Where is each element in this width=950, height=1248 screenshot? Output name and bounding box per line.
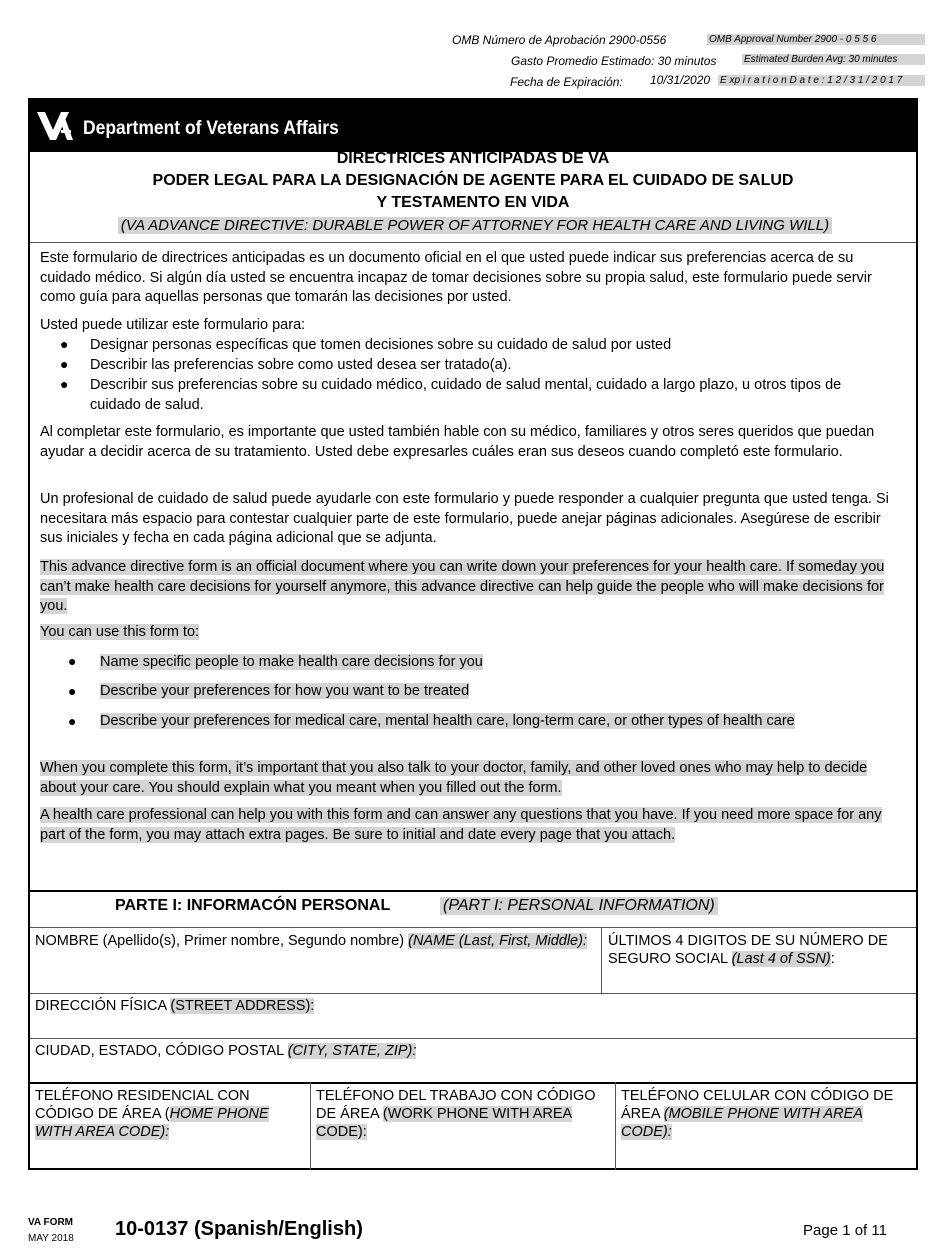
- form-number: 10-0137 (Spanish/English): [115, 1218, 363, 1240]
- ssn-field[interactable]: [608, 932, 908, 968]
- english-bullet-2: [100, 682, 890, 702]
- spanish-professional: Un profesional de cuidado de salud puede ayudarle con este formulario y puede responder a cualquier pregunta que usted tenga. Si necesitara más espacio para contestar cualquier parte de este formulario, puede anejar páginas adicionales. Asegúrese de escribir sus iniciales y fecha en cada página adicional que se adjunta.: [40, 491, 889, 546]
- part1-heading-en: (PART I: PERSONAL INFORMATION): [440, 897, 718, 915]
- part1-heading: PARTE I: INFORMACÓN PERSONAL: [115, 897, 391, 914]
- bullet-icon: ●: [60, 336, 69, 352]
- department-name: Department of Veterans Affairs: [83, 118, 339, 139]
- english-complete: [40, 759, 890, 798]
- english-use-intro: [40, 623, 890, 643]
- divider: [30, 993, 916, 994]
- city-label-en: (CITY, STATE, ZIP):: [287, 1043, 417, 1059]
- name-field[interactable]: [35, 932, 600, 950]
- bullet-icon: ●: [68, 713, 77, 729]
- city-label: CIUDAD, ESTADO, CÓDIGO POSTAL: [35, 1043, 284, 1059]
- va-form-label: VA FORM: [28, 1217, 73, 1228]
- va-header-bar: [30, 100, 916, 152]
- city-state-zip-field[interactable]: [35, 1042, 895, 1060]
- ssn-colon: :: [830, 951, 835, 967]
- divider: [30, 1082, 916, 1084]
- omb-expiration-date: 10/31/2020: [650, 73, 711, 87]
- english-complete-text: When you complete this form, it’s important that you also talk to your doctor, family, and other loved ones who may help to decide about your care. You should explain what you meant when you filled out the form.: [40, 760, 868, 796]
- spanish-bullet-3: Describir sus preferencias sobre su cuidado médico, cuidado de salud mental, cuidado a largo plazo, u otros tipos de cuidado de salud.: [90, 377, 842, 413]
- title-english-text: (VA ADVANCE DIRECTIVE: DURABLE POWER OF ATTORNEY FOR HEALTH CARE AND LIVING WILL): [118, 217, 832, 234]
- omb-approval-en: OMB Approval Number 2900 - 0 5 5 6: [707, 34, 925, 45]
- ssn-label-en: (Last 4 of SSN): [731, 951, 831, 967]
- mobile-phone-label: TELÉFONO CELULAR CON CÓDIGO DE ÁREA: [621, 1088, 894, 1122]
- va-logo-icon: [35, 108, 77, 144]
- bullet-icon: ●: [68, 653, 77, 669]
- divider: [30, 1038, 916, 1039]
- name-label: NOMBRE (Apellido(s), Primer nombre, Segundo nombre): [35, 933, 405, 949]
- divider: [601, 927, 602, 993]
- name-label-en: (NAME (Last, First, Middle):: [408, 933, 587, 949]
- divider: [615, 1082, 616, 1170]
- english-intro: [40, 558, 890, 617]
- street-label-en: (STREET ADDRESS):: [170, 998, 315, 1014]
- spanish-intro: Este formulario de directrices anticipadas es un documento oficial en el que usted puede indicar sus preferencias acerca de su cuidado médico. Si algún día usted se encuentra incapaz de tomar decisiones sobre su propia salud, este formulario puede servir como guía para aquellas personas que tomarán las decisiones por usted.: [40, 250, 872, 305]
- bullet-icon: ●: [60, 376, 69, 392]
- street-address-field[interactable]: [35, 997, 895, 1015]
- home-phone-field[interactable]: [35, 1087, 307, 1141]
- spanish-bullet-2: Describir las preferencias sobre como usted desea ser tratado(a).: [90, 357, 512, 373]
- mobile-phone-field[interactable]: [621, 1087, 911, 1141]
- footer-va-form: [28, 1215, 74, 1247]
- english-bullet-2-text: Describe your preferences for how you want to be treated: [100, 683, 470, 699]
- home-phone-label: TELÉFONO RESIDENCIAL CON CÓDIGO DE ÁREA (: [35, 1088, 250, 1122]
- omb-approval-es: OMB Número de Aprobación 2900-0556: [452, 33, 667, 47]
- omb-burden-es: Gasto Promedio Estimado: 30 minutos: [511, 54, 717, 68]
- omb-burden-en: Estimated Burden Avg: 30 minutes: [742, 54, 925, 65]
- english-bullet-1-text: Name specific people to make health care decisions for you: [100, 654, 483, 670]
- ssn-label: ÚLTIMOS 4 DIGITOS DE SU NÚMERO DE SEGURO SOCIAL: [608, 933, 888, 967]
- omb-expiration-en: E xp i r a t i o n D a t e : 1 2 / 3 1 / 2 0 1 7: [718, 75, 925, 86]
- english-use-intro-text: You can use this form to:: [40, 624, 200, 640]
- title-line-2: PODER LEGAL PARA LA DESIGNACIÓN DE AGENTE PARA EL CUIDADO DE SALUD: [152, 172, 794, 189]
- divider: [30, 927, 916, 928]
- spanish-use-intro: Usted puede utilizar este formulario para:: [40, 317, 306, 333]
- work-phone-label-en: (WORK PHONE WITH AREA CODE):: [316, 1106, 573, 1140]
- work-phone-label: TELÉFONO DEL TRABAJO CON CÓDIGO DE ÁREA: [316, 1088, 596, 1122]
- title-line-1: DIRECTRICES ANTICIPADAS DE VA: [336, 150, 610, 167]
- work-phone-field[interactable]: [316, 1087, 606, 1141]
- divider: [30, 890, 916, 892]
- english-professional-text: A health care professional can help you with this form and can answer any questions that you have. If you need more space for any part of the form, you may attach extra pages. Be sure to initial and date every page that you attach.: [40, 807, 882, 843]
- bullet-icon: ●: [68, 683, 77, 699]
- title-line-3: Y TESTAMENTO EN VIDA: [376, 194, 570, 211]
- english-bullet-3-text: Describe your preferences for medical care, mental health care, long-term care, or other types of health care: [100, 713, 795, 729]
- home-phone-label-en: HOME PHONE WITH AREA CODE):: [35, 1106, 269, 1140]
- bullet-icon: ●: [60, 356, 69, 372]
- form-date: MAY 2018: [28, 1233, 74, 1244]
- mobile-phone-label-en: (MOBILE PHONE WITH AREA CODE):: [621, 1106, 863, 1140]
- omb-expiration-label: Fecha de Expiración:: [510, 75, 623, 89]
- spanish-bullet-1: Designar personas específicas que tomen decisiones sobre su cuidado de salud por usted: [90, 337, 672, 353]
- form-box: [28, 98, 918, 1170]
- divider: [30, 242, 916, 243]
- title-english: [80, 217, 870, 234]
- english-intro-text: This advance directive form is an official document where you can write down your preferences for your health care. If someday you can’t make health care decisions for yourself anymore, this advance directive can help guide the people who will make decisions for you.: [40, 559, 885, 614]
- street-label: DIRECCIÓN FÍSICA: [35, 998, 167, 1014]
- page-number: Page 1 of 11: [803, 1222, 887, 1239]
- english-professional: [40, 806, 890, 845]
- divider: [310, 1082, 311, 1170]
- english-bullet-1: [100, 653, 890, 673]
- english-bullet-3: [100, 712, 890, 732]
- spanish-complete: Al completar este formulario, es importante que usted también hable con su médico, familiares y otros seres queridos que puedan ayudar a decidir acerca de su tratamiento. Usted debe expresarles cuáles eran sus deseos cuando completó este formulario.: [40, 424, 875, 460]
